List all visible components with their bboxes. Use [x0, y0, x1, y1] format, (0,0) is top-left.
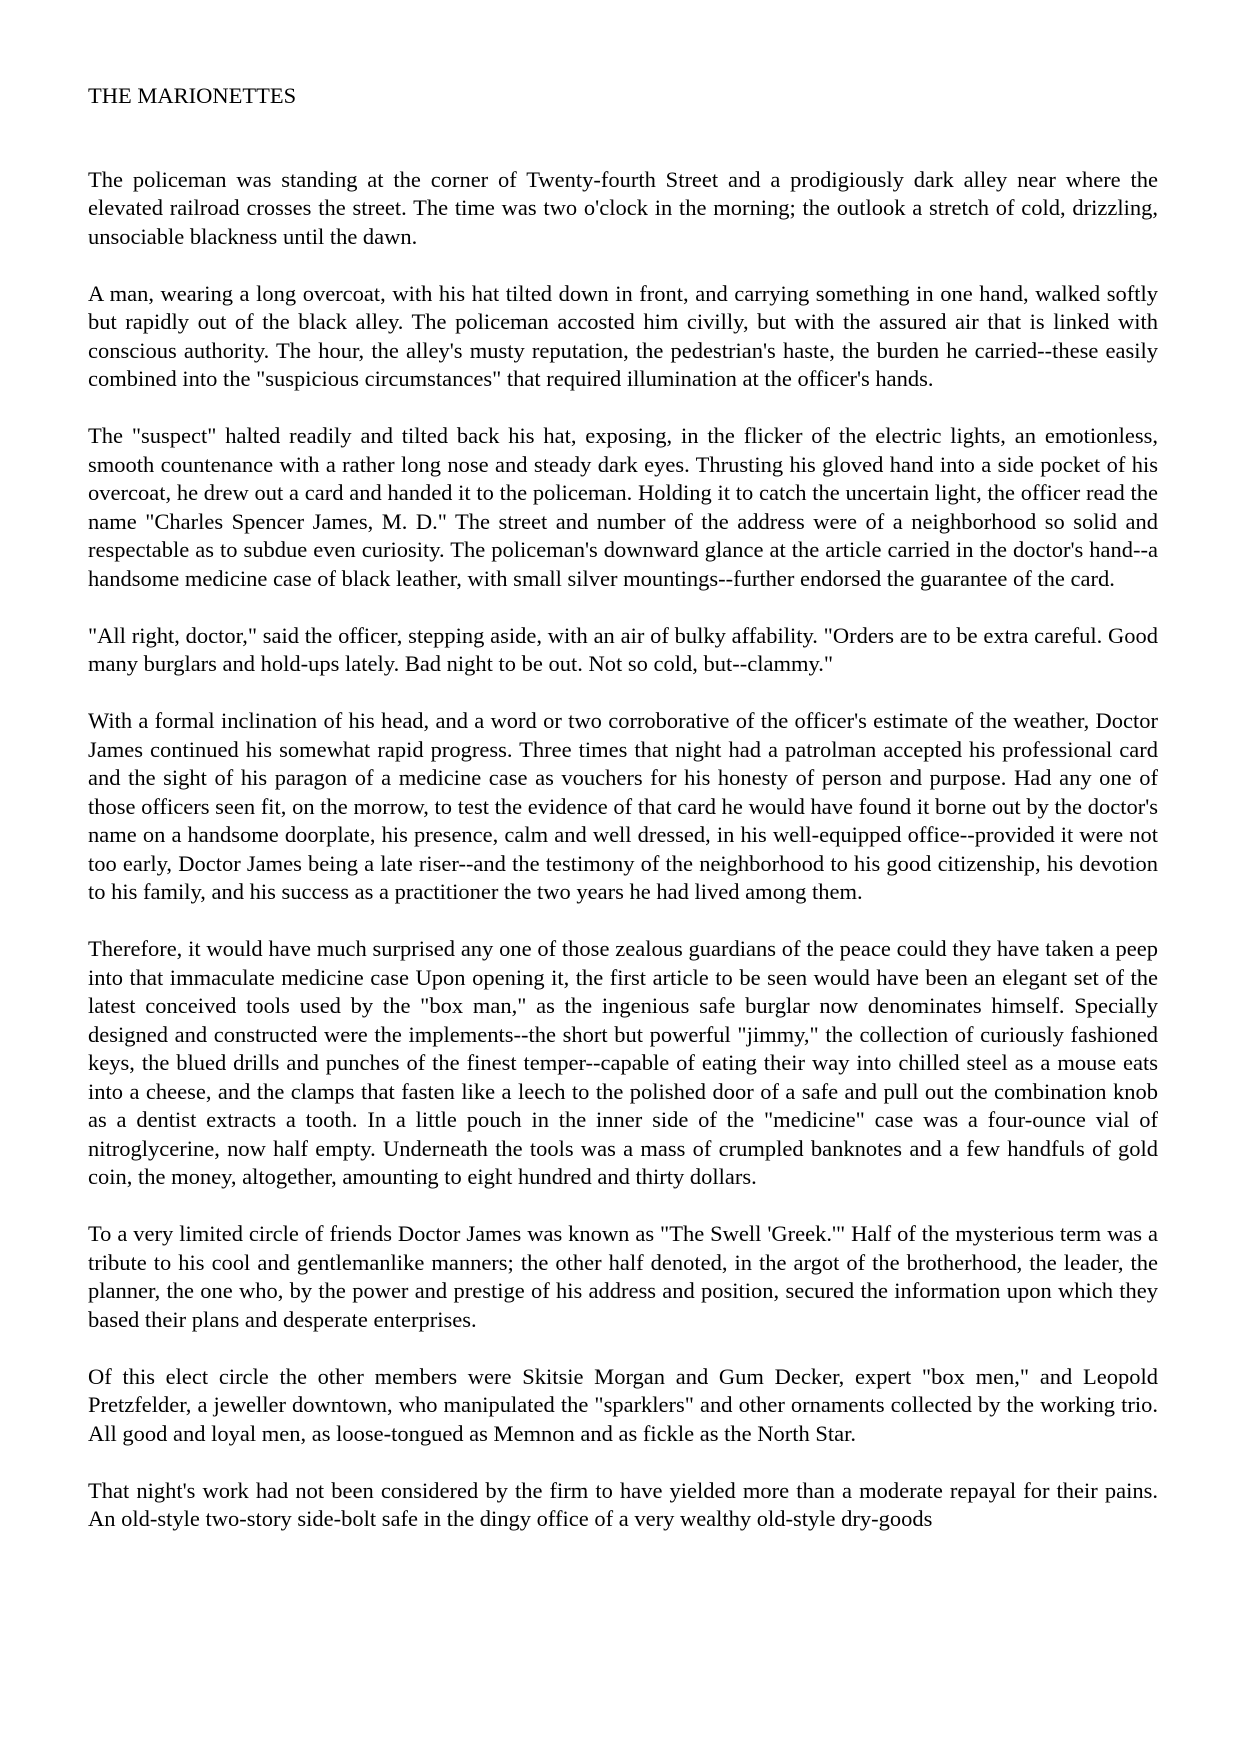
paragraph-7: To a very limited circle of friends Doctor James was known as "The Swell 'Greek.'" Half of the mysterious term was a tribute to his cool and gentlemanlike manners; the other half denoted, in the argot of the brotherhood, the leader, the planner, the one who, by the power and prestige of his address and position, secured the information upon which they based their plans and desperate enterprises.	[88, 1221, 1158, 1332]
document-page	[88, 82, 1158, 1562]
paragraph-1: The policeman was standing at the corner of Twenty-fourth Street and a prodigiously dark alley near where the elevated railroad crosses the street. The time was two o'clock in the morning; the outlook a stretch of cold, drizzling, unsociable blackness until the dawn.	[88, 166, 1158, 249]
paragraph-4: "All right, doctor," said the officer, stepping aside, with an air of bulky affability. "Orders are to be extra careful. Good many burglars and hold-ups lately. Bad night to be out. Not so cold, but--clammy."	[88, 622, 1158, 676]
paragraph-6: Therefore, it would have much surprised any one of those zealous guardians of the peace could they have taken a peep into that immaculate medicine case Upon opening it, the first article to be seen would have been an elegant set of the latest conceived tools used by the "box man," as the ingenious safe burglar now denominates himself. Specially designed and constructed were the implements--the short but powerful "jimmy," the collection of curiously fashioned keys, the blued drills and punches of the finest temper--capable of eating their way into chilled steel as a mouse eats into a cheese, and the clamps that fasten like a leech to the polished door of a safe and pull out the combination knob as a dentist extracts a tooth. In a little pouch in the inner side of the "medicine" case was a four-ounce vial of nitroglycerine, now half empty. Underneath the tools was a mass of crumpled banknotes and a few handfuls of gold coin, the money, altogether, amounting to eight hundred and thirty dollars.	[88, 936, 1158, 1189]
paragraph-3: The "suspect" halted readily and tilted back his hat, exposing, in the flicker of the electric lights, an emotionless, smooth countenance with a rather long nose and steady dark eyes. Thrusting his gloved hand into a side pocket of his overcoat, he drew out a card and handed it to the policeman. Holding it to catch the uncertain light, the officer read the name "Charles Spencer James, M. D." The street and number of the address were of a neighborhood so solid and respectable as to subdue even curiosity. The policeman's downward glance at the article carried in the doctor's hand--a handsome medicine case of black leather, with small silver mountings--further endorsed the guarantee of the card.	[88, 423, 1158, 591]
paragraph-9: That night's work had not been considered by the firm to have yielded more than a moderate repayal for their pains. An old-style two-story side-bolt safe in the dingy office of a very wealthy old-style dry-goods	[88, 1477, 1158, 1531]
paragraph-2: A man, wearing a long overcoat, with his hat tilted down in front, and carrying something in one hand, walked softly but rapidly out of the black alley. The policeman accosted him civilly, but with the assured air that is linked with conscious authority. The hour, the alley's musty reputation, the pedestrian's haste, the burden he carried--these easily combined into the "suspicious circumstances" that required illumination at the officer's hands.	[88, 280, 1158, 391]
paragraph-8: Of this elect circle the other members were Skitsie Morgan and Gum Decker, expert "box men," and Leopold Pretzfelder, a jeweller downtown, who manipulated the "sparklers" and other ornaments collected by the working trio. All good and loyal men, as loose-tongued as Memnon and as fickle as the North Star.	[88, 1363, 1158, 1446]
paragraph-5: With a formal inclination of his head, and a word or two corroborative of the officer's estimate of the weather, Doctor James continued his somewhat rapid progress. Three times that night had a patrolman accepted his professional card and the sight of his paragon of a medicine case as vouchers for his honesty of person and purpose. Had any one of those officers seen fit, on the morrow, to test the evidence of that card he would have found it borne out by the doctor's name on a handsome doorplate, his presence, calm and well dressed, in his well-equipped office--provided it were not too early, Doctor James being a late riser--and the testimony of the neighborhood to his good citizenship, his devotion to his family, and his success as a practitioner the two years he had lived among them.	[88, 708, 1158, 904]
story-title: THE MARIONETTES	[88, 83, 297, 108]
